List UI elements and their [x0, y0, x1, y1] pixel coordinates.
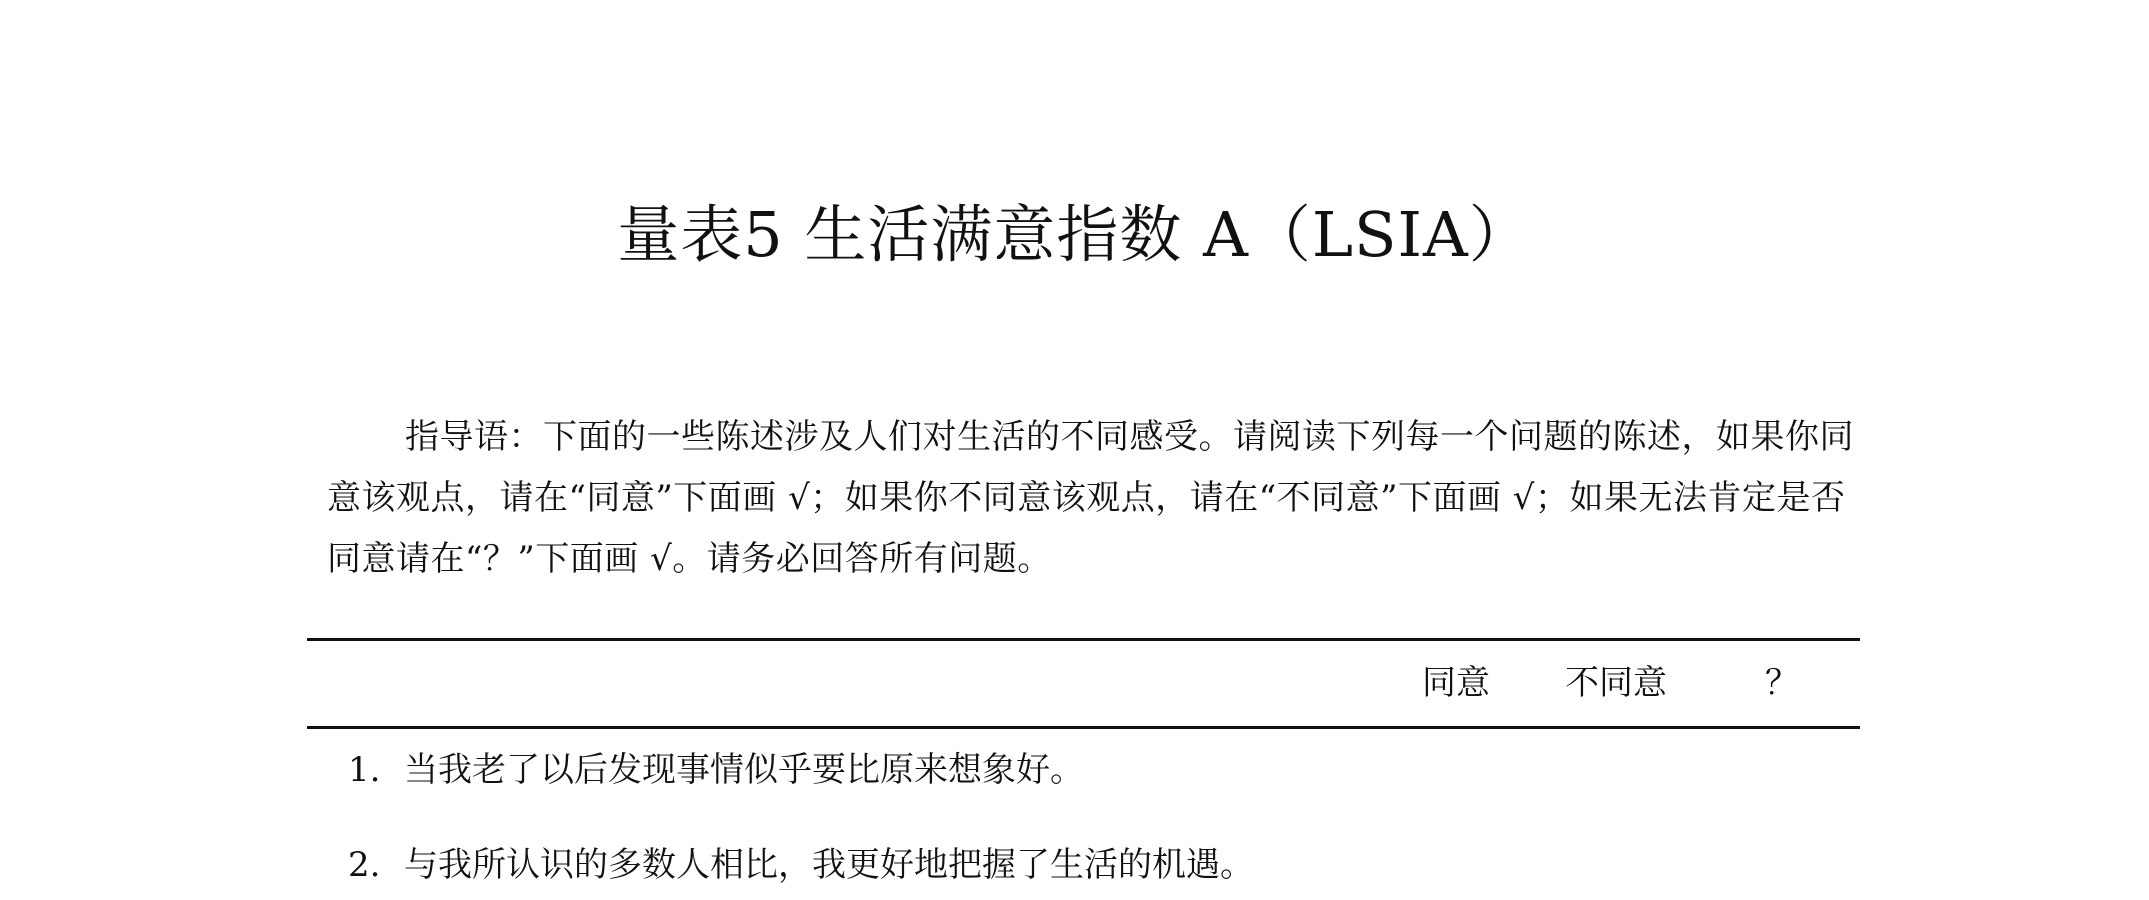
instructions-paragraph: 指导语：下面的一些陈述涉及人们对生活的不同感受。请阅读下列每一个问题的陈述，如果你同意该观点，请在“同意”下面画 √；如果你不同意该观点，请在“不同意”下面画 √；如果无法肯定是否同意请在“？”下面画 √。请务必回答所有问题。	[327, 417, 1854, 579]
page-title: 量表5 生活满意指数 A（LSIA）	[617, 198, 1532, 271]
question-number: 1.	[348, 750, 381, 790]
question-text: 当我老了以后发现事情似乎要比原来想象好。	[404, 750, 1084, 790]
column-header-agree: 同意	[1422, 663, 1490, 703]
question-text: 与我所认识的多数人相比，我更好地把握了生活的机遇。	[404, 845, 1254, 885]
table-top-rule	[307, 638, 1860, 641]
column-header-disagree: 不同意	[1565, 663, 1667, 703]
table-header-bottom-rule	[307, 726, 1860, 729]
table-header-row	[0, 658, 2149, 708]
question-number: 2.	[348, 845, 381, 885]
question-item	[348, 840, 1254, 890]
column-header-unsure: ？	[1765, 663, 1799, 703]
question-item	[348, 745, 1084, 795]
